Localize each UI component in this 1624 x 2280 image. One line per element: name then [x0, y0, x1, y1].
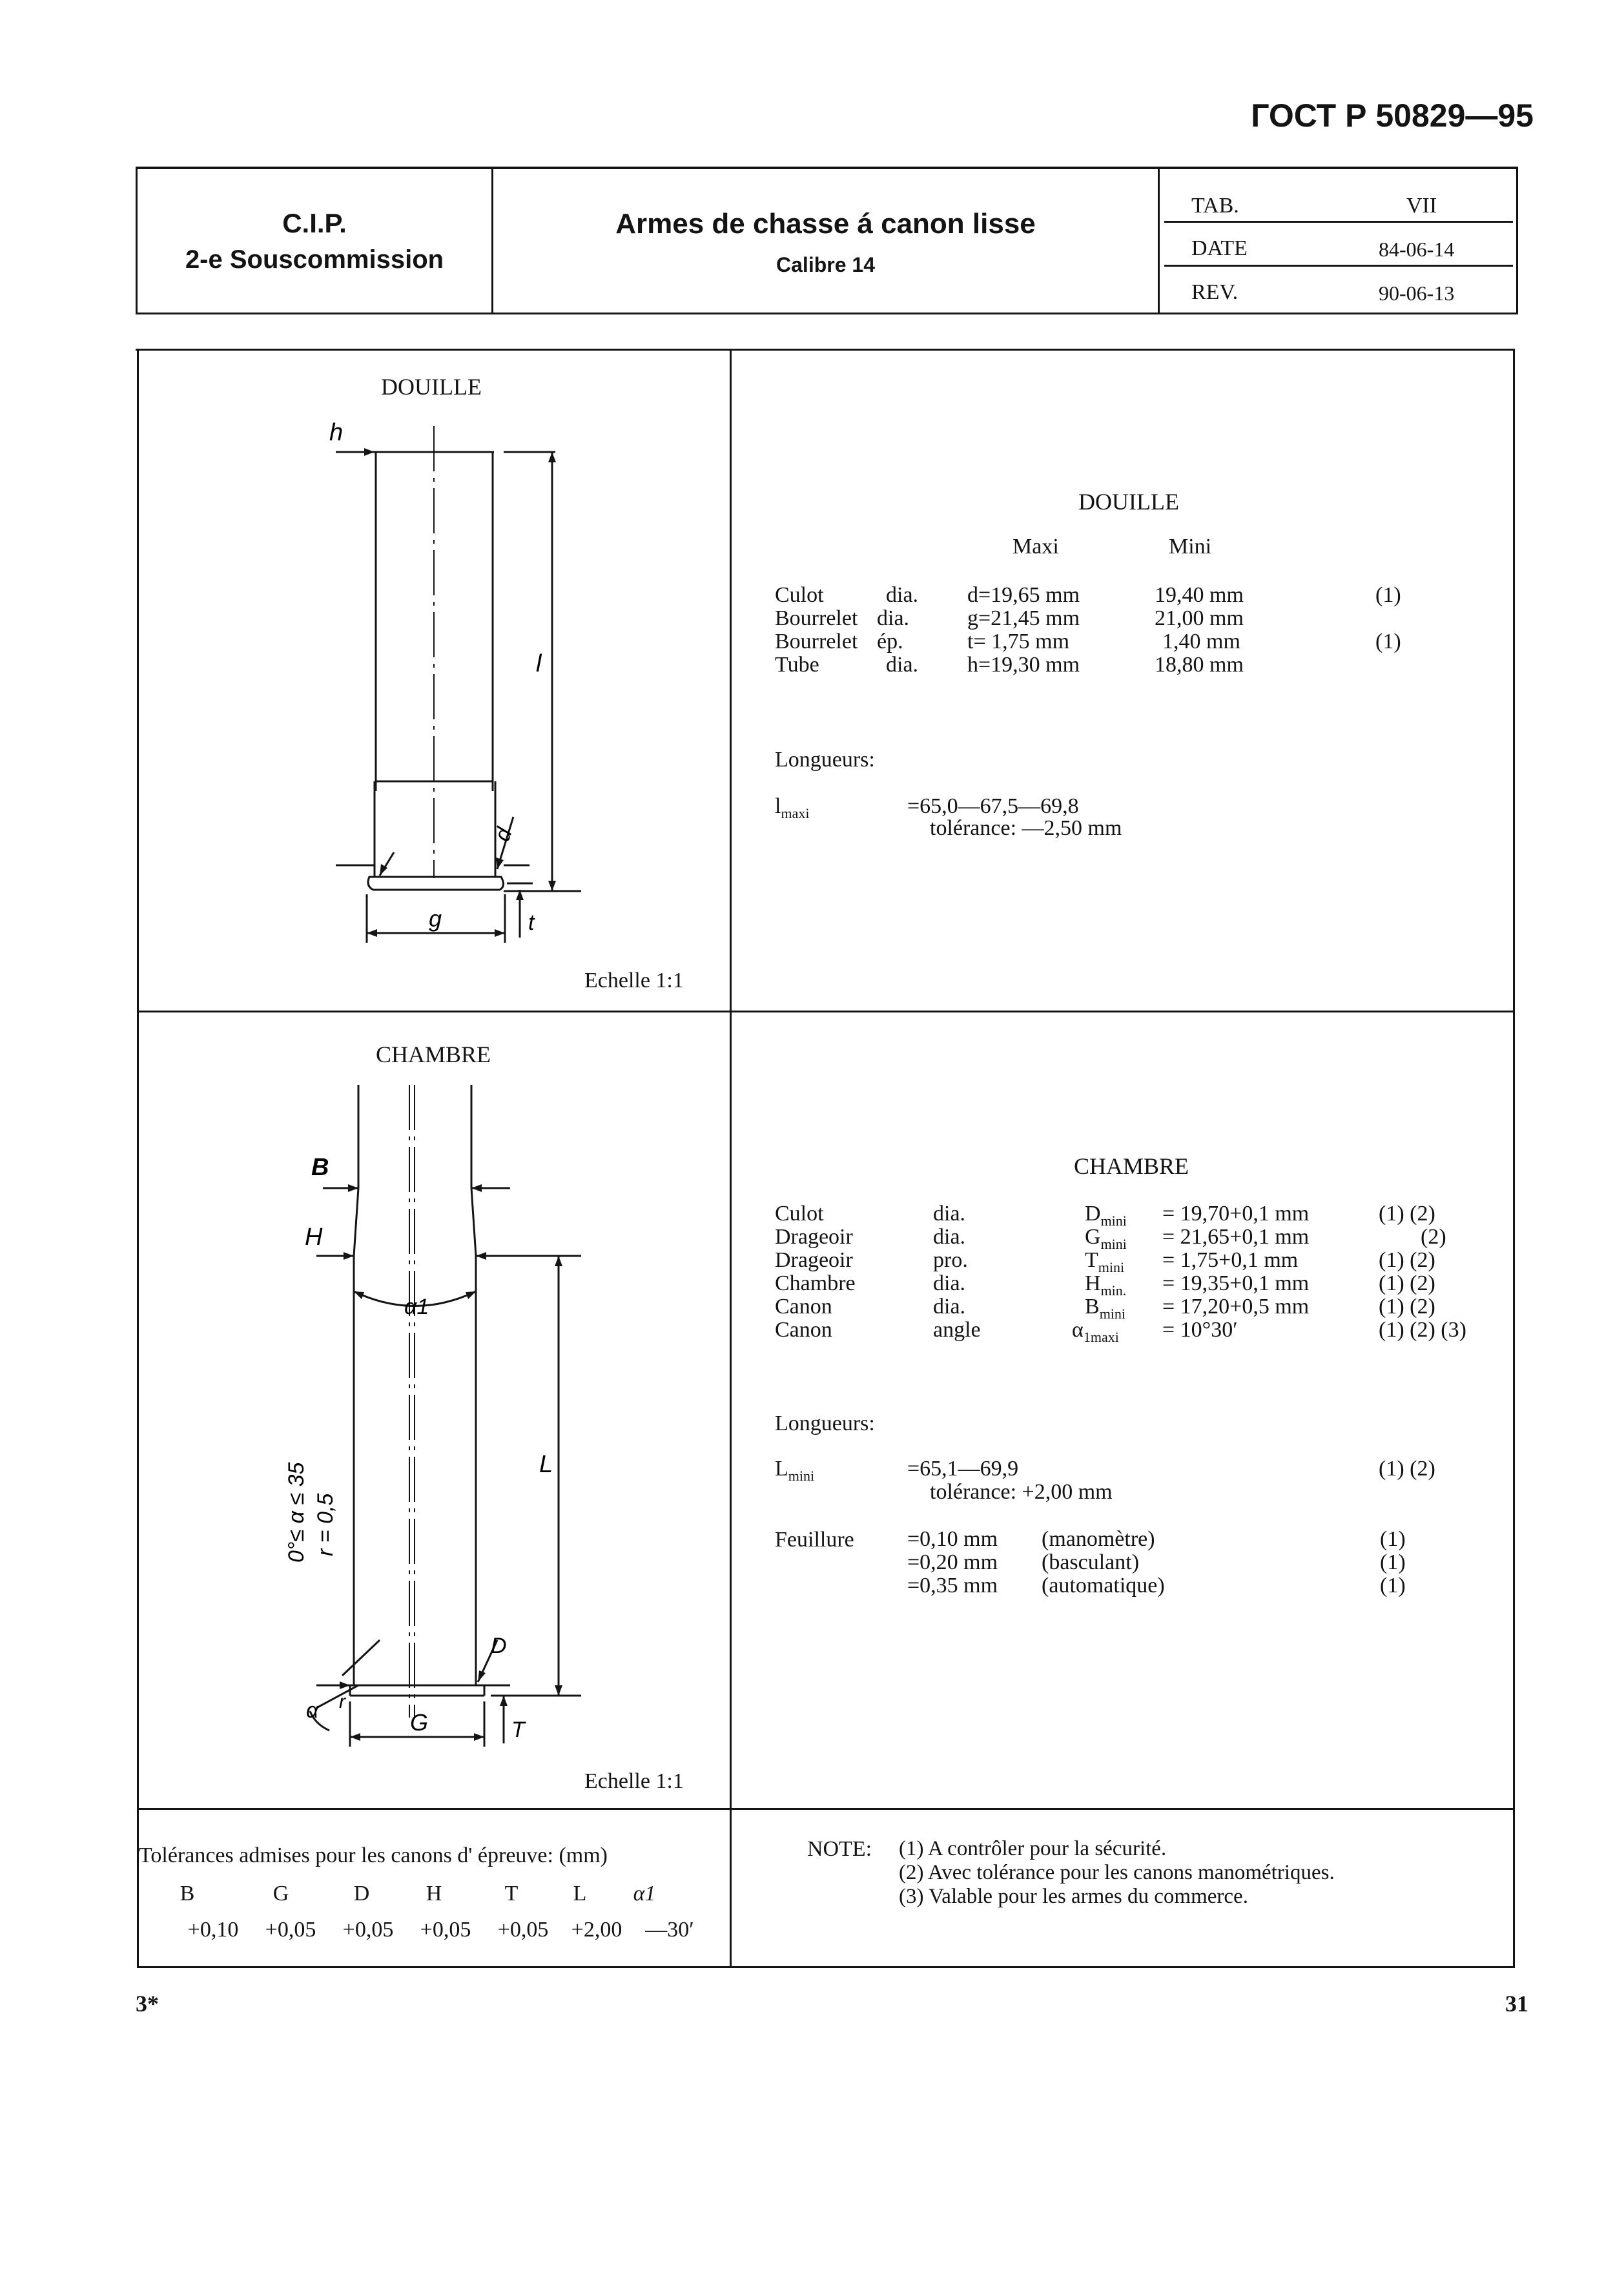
document-title: Armes de chasse á canon lisse — [615, 208, 1036, 240]
tolerance-header: D — [353, 1882, 370, 1905]
douille-length-symbol: $l_{maxi}$ — [775, 794, 810, 821]
douille-section-title: DOUILLE — [1078, 489, 1179, 515]
frame-top — [136, 349, 1515, 351]
tolerance-value: +0,05 — [420, 1918, 471, 1942]
douille-lengths-title: Longueurs: — [775, 748, 875, 772]
date-label: DATE — [1191, 236, 1248, 260]
tolerance-value: +0,05 — [342, 1918, 394, 1942]
page-number: 31 — [1505, 1991, 1528, 2017]
frame-row-1 — [137, 1011, 1515, 1012]
chambre-side-note-2: r = 0,5 — [313, 1493, 338, 1556]
frame-bottom — [137, 1966, 1515, 1968]
frame-right — [1513, 349, 1515, 1968]
note-1: (1) A contrôler pour la sécurité. — [899, 1837, 1167, 1860]
chambre-drawing-title: CHAMBRE — [376, 1042, 491, 1067]
date-value: 84-06-14 — [1379, 238, 1455, 261]
tolerance-header: α1 — [633, 1882, 656, 1905]
chambre-label-alpha1: α1 — [404, 1295, 429, 1319]
notes-label: NOTE: — [807, 1837, 872, 1861]
douille-scale: Echelle 1:1 — [584, 969, 684, 992]
feuillure-label: Feuillure — [775, 1528, 854, 1552]
chambre-lengths-title: Longueurs: — [775, 1412, 875, 1435]
tolerance-header: L — [573, 1882, 587, 1905]
douille-label-l: l — [536, 650, 542, 677]
chambre-tolerance: tolérance: +2,00 mm — [930, 1480, 1113, 1504]
tolerance-value: +0,05 — [265, 1918, 316, 1942]
douille-label-t: t — [528, 910, 535, 935]
tab-label: TAB. — [1191, 194, 1239, 218]
chambre-length-value: =65,1—69,9 — [907, 1457, 1019, 1481]
chambre-length-symbol: $L_{mini}$ — [775, 1457, 815, 1484]
douille-drawing-title: DOUILLE — [381, 374, 482, 400]
douille-label-g: g — [429, 905, 442, 932]
footer-left-mark: 3* — [136, 1991, 159, 2017]
frame-row-2 — [137, 1808, 1515, 1810]
note-2: (2) Avec tolérance pour les canons manométriques. — [899, 1861, 1335, 1884]
douille-drawing — [310, 413, 607, 962]
tolerance-header: B — [180, 1882, 195, 1905]
douille-label-d: d — [489, 825, 517, 845]
subcommission: 2-e Souscommission — [185, 245, 444, 274]
chambre-label-D: D — [491, 1634, 507, 1658]
douille-tolerance: tolérance: —2,50 mm — [930, 816, 1122, 840]
document-subtitle: Calibre 14 — [776, 253, 875, 276]
tolerance-value: +2,00 — [571, 1918, 622, 1942]
chambre-drawing — [278, 1072, 581, 1776]
tolerance-value: +0,10 — [187, 1918, 239, 1942]
tab-value: VII — [1406, 194, 1437, 218]
chambre-label-B: B — [311, 1154, 329, 1181]
rev-label: REV. — [1191, 280, 1239, 304]
tolerance-header: G — [272, 1882, 289, 1905]
tolerances-title: Tolérances admises pour les canons d' épreuve: (mm) — [139, 1844, 608, 1867]
chambre-scale: Echelle 1:1 — [584, 1769, 684, 1793]
frame-middle — [730, 349, 732, 1968]
douille-length-value: =65,0—67,5—69,8 — [907, 794, 1079, 818]
douille-col-mini: Mini — [1169, 535, 1212, 559]
tolerance-header: H — [426, 1882, 442, 1905]
chambre-label-r: r — [339, 1691, 345, 1712]
chambre-label-alpha: α — [306, 1698, 319, 1723]
tolerance-value: +0,05 — [497, 1918, 549, 1942]
douille-label-h: h — [329, 419, 344, 446]
chambre-length-notes: (1) (2) — [1379, 1457, 1435, 1481]
rev-value: 90-06-13 — [1379, 282, 1455, 305]
chambre-side-note-1: 0°≤ α ≤ 35 — [284, 1462, 309, 1563]
douille-col-maxi: Maxi — [1012, 535, 1059, 559]
title-block — [136, 167, 1518, 314]
chambre-label-H: H — [305, 1224, 323, 1251]
org-name: C.I.P. — [282, 208, 347, 238]
standard-number: ГОСТ Р 50829—95 — [1251, 98, 1534, 134]
note-3: (3) Valable pour les armes du commerce. — [899, 1885, 1248, 1908]
tolerance-header: T — [504, 1882, 519, 1905]
chambre-label-T: T — [511, 1718, 525, 1742]
chambre-section-title: CHAMBRE — [1074, 1153, 1189, 1179]
tolerance-value: —30′ — [645, 1918, 694, 1942]
chambre-label-G: G — [410, 1709, 429, 1736]
frame-left — [137, 349, 139, 1968]
chambre-label-L: L — [539, 1451, 553, 1478]
